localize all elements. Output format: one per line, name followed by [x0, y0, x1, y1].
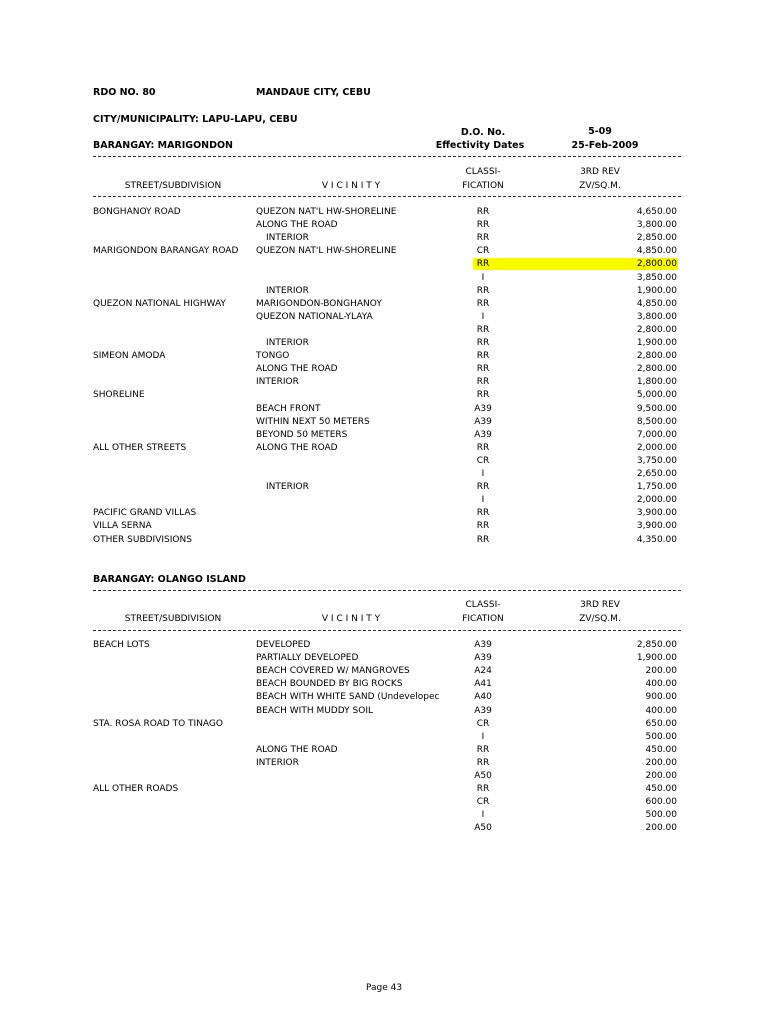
zonal-value-cell: 3,800.00: [636, 311, 677, 322]
street-cell: VILLA SERNA: [93, 521, 152, 532]
table-row: [0, 350, 768, 363]
zonal-value-cell: 1,900.00: [636, 653, 677, 664]
divider: [93, 156, 681, 157]
classification-cell: I: [481, 731, 485, 742]
street-header: STREET/SUBDIVISION: [124, 614, 222, 624]
vicinity-cell: DEVELOPED: [256, 640, 311, 650]
class-header-2: FICATION: [462, 614, 504, 624]
classification-cell: RR: [476, 784, 490, 795]
zonal-value-cell: 200.00: [645, 771, 677, 781]
street-cell: BONGHANOY ROAD: [93, 207, 181, 217]
classification-cell: CR: [476, 246, 490, 257]
zonal-value-cell: 900.00: [645, 692, 677, 703]
classification-cell: CR: [476, 455, 490, 466]
table-row: [0, 245, 768, 258]
vicinity-cell: ALONG THE ROAD: [256, 442, 338, 453]
table-row: [0, 744, 768, 757]
table-row: [0, 822, 768, 835]
rev-header-1: 3RD REV: [580, 600, 620, 610]
classification-cell: RR: [476, 285, 490, 296]
street-cell: BEACH LOTS: [93, 640, 150, 650]
table-row: [0, 298, 768, 311]
classification-cell: RR: [476, 757, 490, 768]
street-cell: MARIGONDON BARANGAY ROAD: [93, 246, 239, 257]
zonal-value-cell: 2,850.00: [636, 640, 677, 650]
class-header-2: FICATION: [462, 181, 504, 191]
zonal-value-cell: 400.00: [645, 679, 677, 690]
table-row: [0, 796, 768, 809]
table-row: [0, 389, 768, 402]
classification-cell: A39: [474, 403, 492, 414]
table-row: [0, 324, 768, 337]
classification-cell: RR: [476, 351, 490, 362]
street-cell: PACIFIC GRAND VILLAS: [93, 508, 197, 519]
classification-cell: A24: [474, 666, 492, 677]
vicinity-cell: BEYOND 50 METERS: [256, 429, 348, 440]
vicinity-cell: WITHIN NEXT 50 METERS: [256, 416, 370, 427]
table-row: [0, 507, 768, 520]
rev-header-1: 3RD REV: [580, 167, 620, 177]
zonal-value-cell: 4,850.00: [636, 246, 677, 257]
vicinity-cell: BEACH WITH MUDDY SOIL: [256, 705, 373, 716]
table-row: [0, 652, 768, 665]
table-row: [0, 403, 768, 416]
zonal-value-cell: 3,850.00: [636, 272, 677, 283]
zonal-value-cell: 450.00: [645, 744, 677, 755]
zonal-value-cell: 9,500.00: [636, 403, 677, 414]
zonal-value-cell: 200.00: [645, 666, 677, 677]
zonal-value-cell: 3,900.00: [636, 508, 677, 519]
vicinity-cell: PARTIALLY DEVELOPED: [256, 653, 359, 664]
zonal-value-cell: 200.00: [645, 823, 677, 834]
table-row: [0, 678, 768, 691]
classification-cell: RR: [476, 482, 490, 493]
classification-cell: A50: [474, 771, 492, 781]
classification-cell: RR: [476, 390, 490, 401]
vicinity-cell: QUEZON NAT'L HW-SHORELINE: [256, 246, 397, 257]
zonal-value-cell: 500.00: [645, 731, 677, 742]
zonal-value-cell: 2,800.00: [636, 351, 677, 362]
table-row: [0, 494, 768, 507]
rdo-number: RDO NO. 80: [93, 87, 156, 98]
classification-cell: A39: [474, 429, 492, 440]
class-header-1: CLASSI-: [465, 600, 501, 610]
rev-header-2: ZV/SQ.M.: [579, 181, 621, 191]
street-cell: STA. ROSA ROAD TO TINAGO: [93, 718, 223, 729]
zonal-value-cell: 2,800.00: [636, 364, 677, 375]
table-row: [0, 731, 768, 744]
zonal-value-cell: 600.00: [645, 797, 677, 808]
table-row: [0, 311, 768, 324]
table-row: [0, 770, 768, 783]
table-row: [0, 757, 768, 770]
street-cell: SHORELINE: [93, 390, 145, 401]
classification-cell: A50: [474, 823, 492, 834]
do-no-label: D.O. No.: [460, 127, 506, 138]
city-municipality: CITY/MUNICIPALITY: LAPU-LAPU, CEBU: [93, 114, 298, 125]
street-cell: ALL OTHER STREETS: [93, 442, 187, 453]
table-row: [0, 232, 768, 245]
classification-cell: I: [481, 272, 485, 283]
vicinity-cell: BEACH FRONT: [256, 403, 321, 414]
divider: [93, 630, 681, 631]
classification-cell: A40: [474, 692, 492, 703]
classification-cell: I: [481, 311, 485, 322]
classification-cell: A39: [474, 416, 492, 427]
classification-cell: RR: [476, 508, 490, 519]
zonal-value-cell: 2,800.00: [636, 259, 677, 270]
street-cell: ALL OTHER ROADS: [93, 784, 179, 795]
zonal-value-cell: 8,500.00: [636, 416, 677, 427]
zonal-value-cell: 4,850.00: [636, 298, 677, 309]
classification-cell: RR: [476, 324, 490, 335]
table-row: [0, 534, 768, 547]
vicinity-cell: INTERIOR: [266, 233, 309, 244]
table-row: [0, 783, 768, 796]
vicinity-cell: MARIGONDON-BONGHANOY: [256, 298, 382, 309]
divider: [93, 590, 681, 591]
classification-cell: RR: [476, 744, 490, 755]
classification-cell: I: [481, 469, 485, 479]
street-cell: SIMEON AMODA: [93, 351, 166, 362]
zonal-value-cell: 650.00: [645, 718, 677, 729]
table-row: [0, 809, 768, 822]
effectivity-label: Effectivity Dates: [435, 140, 525, 151]
vicinity-header: V I C I N I T Y: [321, 614, 381, 624]
divider: [93, 196, 681, 197]
classification-cell: RR: [476, 534, 490, 545]
classification-cell: CR: [476, 718, 490, 729]
table-row: [0, 705, 768, 718]
classification-cell: RR: [476, 259, 490, 270]
table-row: [0, 337, 768, 350]
zonal-value-cell: 5,000.00: [636, 390, 677, 401]
classification-cell: RR: [476, 364, 490, 375]
classification-cell: RR: [476, 377, 490, 388]
table-row: [0, 206, 768, 219]
vicinity-cell: ALONG THE ROAD: [256, 220, 338, 231]
table-row: [0, 665, 768, 678]
table-row: [0, 442, 768, 455]
zonal-value-cell: 2,800.00: [636, 324, 677, 335]
table-row: [0, 429, 768, 442]
classification-cell: RR: [476, 521, 490, 532]
zonal-value-cell: 1,750.00: [636, 482, 677, 493]
classification-cell: RR: [476, 338, 490, 348]
zonal-value-cell: 1,900.00: [636, 285, 677, 296]
table-row: [0, 468, 768, 481]
zonal-value-cell: 4,650.00: [636, 207, 677, 217]
table-row: [0, 285, 768, 298]
table-row: [0, 520, 768, 533]
vicinity-cell: TONGO: [256, 351, 290, 362]
classification-cell: A41: [474, 679, 492, 690]
classification-cell: RR: [476, 207, 490, 217]
zonal-value-cell: 3,800.00: [636, 220, 677, 231]
table-row: [0, 258, 768, 271]
classification-cell: A39: [474, 640, 492, 650]
table-row: [0, 481, 768, 494]
classification-cell: CR: [476, 797, 490, 808]
vicinity-cell: BEACH WITH WHITE SAND (Undevelopec: [256, 692, 440, 703]
zonal-value-cell: 200.00: [645, 757, 677, 768]
zonal-value-cell: 3,900.00: [636, 521, 677, 532]
classification-cell: RR: [476, 442, 490, 453]
table-row: [0, 455, 768, 468]
page-number: Page 43: [365, 983, 403, 993]
zonal-value-cell: 1,800.00: [636, 377, 677, 388]
street-header: STREET/SUBDIVISION: [124, 181, 222, 191]
rdo-city: MANDAUE CITY, CEBU: [256, 87, 371, 98]
zonal-value-cell: 1,900.00: [636, 338, 677, 348]
zonal-value-cell: 4,350.00: [636, 534, 677, 545]
vicinity-cell: INTERIOR: [256, 377, 299, 388]
table-row: [0, 219, 768, 232]
rev-header-2: ZV/SQ.M.: [579, 614, 621, 624]
vicinity-cell: ALONG THE ROAD: [256, 744, 338, 755]
zonal-value-cell: 2,650.00: [636, 469, 677, 479]
vicinity-cell: BEACH BOUNDED BY BIG ROCKS: [256, 679, 403, 690]
zonal-value-cell: 7,000.00: [636, 429, 677, 440]
table-row: [0, 718, 768, 731]
vicinity-cell: QUEZON NATIONAL-YLAYA: [256, 311, 373, 322]
vicinity-cell: ALONG THE ROAD: [256, 364, 338, 375]
classification-cell: RR: [476, 298, 490, 309]
zonal-value-cell: 400.00: [645, 705, 677, 716]
vicinity-cell: BEACH COVERED W/ MANGROVES: [256, 666, 410, 677]
zonal-value-cell: 3,750.00: [636, 455, 677, 466]
barangay-title-2: BARANGAY: OLANGO ISLAND: [93, 574, 246, 585]
table-row: [0, 416, 768, 429]
vicinity-cell: INTERIOR: [266, 338, 309, 348]
zonal-value-cell: 500.00: [645, 810, 677, 821]
vicinity-cell: INTERIOR: [256, 757, 299, 768]
street-cell: QUEZON NATIONAL HIGHWAY: [93, 298, 226, 309]
zonal-value-cell: 2,850.00: [636, 233, 677, 244]
table-row: [0, 639, 768, 652]
do-no-value: 5-09: [588, 126, 612, 137]
table-row: [0, 691, 768, 704]
barangay-title-1: BARANGAY: MARIGONDON: [93, 140, 234, 151]
zonal-value-cell: 2,000.00: [636, 442, 677, 453]
table-row: [0, 376, 768, 389]
classification-cell: A39: [474, 653, 492, 664]
zonal-value-cell: 2,000.00: [636, 495, 677, 506]
class-header-1: CLASSI-: [465, 167, 501, 177]
vicinity-cell: QUEZON NAT'L HW-SHORELINE: [256, 207, 397, 217]
street-cell: OTHER SUBDIVISIONS: [93, 534, 192, 545]
zonal-value-cell: 450.00: [645, 784, 677, 795]
effectivity-value: 25-Feb-2009: [571, 140, 639, 151]
classification-cell: RR: [476, 220, 490, 231]
vicinity-header: V I C I N I T Y: [321, 181, 381, 191]
classification-cell: A39: [474, 705, 492, 716]
vicinity-cell: INTERIOR: [266, 285, 309, 296]
table-row: [0, 272, 768, 285]
classification-cell: I: [481, 810, 485, 821]
vicinity-cell: INTERIOR: [266, 482, 309, 493]
classification-cell: RR: [476, 233, 490, 244]
classification-cell: I: [481, 495, 485, 506]
table-row: [0, 363, 768, 376]
